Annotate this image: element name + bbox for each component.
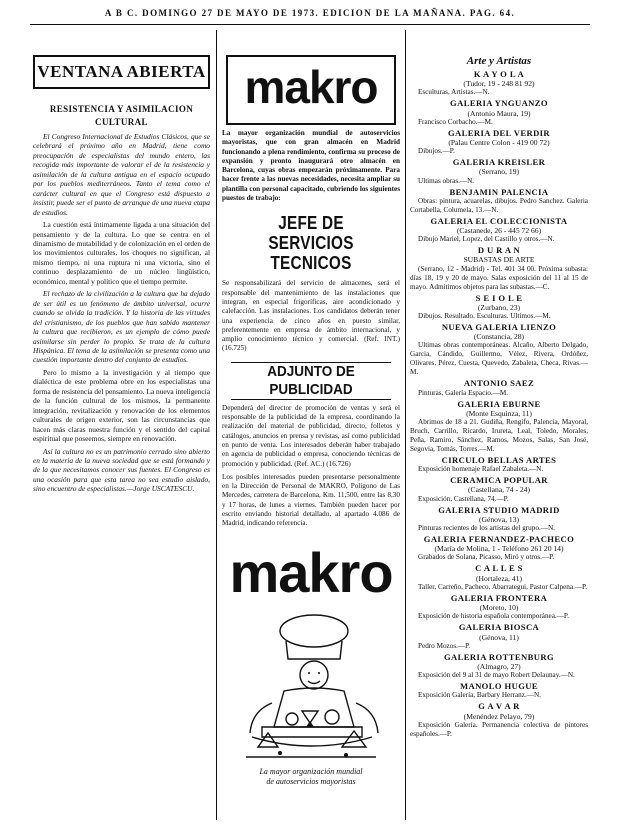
gallery-description: Exposición, Castellana, 74.—P. [418,494,509,503]
article-paragraph: Así la cultura no es un patrimonio cerrado sino abierto en la materia de la nueva sociedad que se está formando y de la que necesitamos conocer sus fuentes. El Congreso es una ocasión para que esta tarea no sea estudio aislado, sino encuentro de especialistas.—Jorge USCATESCU. [33,446,210,494]
gallery-description: Exposición homenaje Rafael Zabaleta.—N. [418,465,544,474]
gallery-description: Esculturas, Artistas.—N. [418,88,490,97]
gallery-name: GALERIA BIOSCA [458,622,540,633]
gallery-entry [410,534,588,562]
gallery-entry [410,98,588,126]
gallery-entry [410,622,588,650]
gallery-description: Grabados de Solana, Picasso, Miró y otros.—P. [418,553,555,562]
chef-illustration-icon [222,607,400,767]
job1-title: JEFE DE SERVICIOS TECNICOS [268,213,354,274]
article-title: RESISTENCIA Y ASIMILACION CULTURAL [49,104,194,127]
gallery-address: (Moreto, 10) [479,603,519,613]
gallery-name: CERAMICA POPULAR [450,475,548,486]
gallery-description: Francisco Corbacho.—M. [418,117,493,126]
gallery-name: C A L L E S [475,563,523,574]
gallery-entry [410,378,588,397]
gallery-address: (Génova, 13) [478,514,520,524]
gallery-address: (Zurbano, 23) [477,302,521,312]
left-column [33,55,210,815]
gallery-entry [410,563,588,591]
gallery-address: (Hortaleza, 41) [476,573,522,583]
gallery-entry [410,128,588,156]
gallery-entry [410,652,588,680]
header-rule [30,24,590,25]
gallery-address: (Serrano, 19) [478,167,520,177]
gallery-address: (Castanede, 26 - 445 72 66) [456,226,542,236]
gallery-description: Ultimas obras contemporáneas. Alcaño, Alberto Delgado, Garcia, Cándido, Guillermo, Vélez, Rivera, Ordóñez, Olivares, Pérez, Cuesta, Quevedo, Zabaleta, Checa, Rivas.—M. [410,341,588,377]
section-title: VENTANA ABIERTA [37,62,206,81]
right-column [410,55,588,815]
gallery-address: (Constancia, 28) [473,332,525,342]
middle-column [222,55,400,815]
gallery-description: Exposición Galería, Barbary Herranz.—N. [418,691,541,700]
gallery-entry [410,455,588,474]
gallery-description: Abrimos de 18 a 21. Gudiña, Rengifo, Palencia, Mayoral, Bruch, Carrillo, Ricardo, Irureta, Leal, Toledo, Morales, Peña, Ramiro, Sánchez, Ramos, Mozos, Salas, San José, Segovia, Tomás, Torres.—M. [410,418,588,454]
gallery-name: GALERIA FERNANDEZ-PACHECO [423,534,575,545]
gallery-entry [410,187,588,215]
column-rule-1 [216,30,217,820]
gallery-entry [410,701,588,738]
gallery-name: GALERIA DEL VERDIR [447,127,551,138]
article-paragraph: Pero lo mismo a la investigación y al tiempo que dialéctica de este problema obre en los especialistas una forma de resistencia del pensamiento. La nueva inteligencia de la función cultural de los mismos, la permanente integración, revitalización y renovación de los elementos culturales de origen exterior, son las circunstancias que hacen más claras nuestra función y el sentido del capital espiritual que poseemos, siempre en renovación. [33,367,210,444]
gallery-name: BENJAMIN PALENCIA [449,186,549,197]
gallery-name: GALERIA EBURNE [457,398,541,409]
gallery-name: CIRCULO BELLAS ARTES [441,455,557,466]
gallery-address: SUBASTAS DE ARTE [463,255,535,265]
article-paragraph: El Congreso Internacional de Estudios Clásicos, que se celebrará el próximo año en Madrid, tiene como preocupación de especialistas del mundo entero, las recogida más importante de valorar el de la resistencia y asimilación de la cultura antigua en el espacio ocupado por los pueblos mediterráneos. Tanto el tema como el carácter cultural en que el Congreso está dispuesto a insistir, puede ser el punto de arranque de una nueva etapa de estudios. [33,132,210,217]
gallery-entry [410,69,588,97]
apply-text: Los posibles interesados pueden presentarse personalmente en la Dirección de Personal de MAKRO, Polígono de Las Mercedes, carretera de Barcelona, Km. 11,500, entre las 8,30 y 17 horas, de lunes a viernes. También pueden hacer por escrito enviando historial detallado, al apartado 4.086 de Madrid, indicando referencia. [222,472,400,528]
ad-intro: La mayor organización mundial de autoservicios mayoristas, que con gran almacén en Madrid funcionando a plena rendimiento, confirma su proceso de expansión y pronto inaugurará otro almacén en Barcelona, cuyas obras empezarán próximamente. Para hacer frente a las nuevas necesidades, necesita ampliar su plantilla con personal capacitado, cubriendo los siguientes puestos de trabajo: [222,129,400,203]
gallery-entry [410,593,588,621]
chef-illustration [222,607,400,767]
gallery-description: (Serrano, 12 - Madrid) - Tel. 401 34 00. Próxima subasta: días 18, 19 y 20 de mayo. Salas exposición del 11 al 15 de mayo. Admitimos objetos para las subastas.—C. [410,264,588,291]
gallery-name: GALERIA YNGUANZO [450,98,548,109]
makro-logo-bottom: makro [229,540,393,604]
gallery-description: Ultimas obras.—N. [418,176,475,185]
article-paragraph: La cuestión está íntimamente ligada a una situación del pensamiento y de la cultura. Lo que se centra en el dinamismo de mutabilidad y de colonización en el orden de los movimientos culturales, los choques no significan, al mismo tiempo, ni una ruptura ni una victoria, sino el continuo desplazamiento de un núcleo lingüístico, económico, mental y político que el tiempo permite. [33,220,210,286]
job2-title: ADJUNTO DE PUBLICIDAD [231,362,391,400]
page-header: A B C. DOMINGO 27 DE MAYO DE 1973. EDICION DE LA MAÑANA. PAG. 64. [104,8,516,18]
gallery-name: ANTONIO SAEZ [463,378,535,389]
gallery-address: (Antonio Maura, 19) [467,108,531,118]
gallery-description: Dibujo Mariel, Lopez, del Castillo y otros.—N. [418,235,555,244]
gallery-name: S E I O L E [475,292,523,303]
gallery-description: Pinturas recientes de los artistas del grupo.—N. [418,524,555,533]
gallery-description: Obras: pintura, acuarelas, dibujos. Pedro Sanchez. Galeria Cortabella, Columela, 13.—N. [410,196,588,214]
gallery-name: NUEVA GALERIA LIENZO [441,322,557,333]
gallery-entry [410,293,588,321]
ad-footer-line2: de autoservicios mayoristas [266,776,356,786]
gallery-address: (Tudor, 19 - 248 81 92) [463,79,535,89]
gallery-entry [410,216,588,244]
gallery-entry [410,399,588,454]
gallery-address: (Monte Esquinza, 11) [466,408,532,418]
gallery-address: (Almagro, 27) [477,661,521,671]
gallery-description: Exposición de historia española contemporánea.—P. [418,612,569,621]
job1-text: Se responsabilizará del servicio de almacenes, será el responsable del mantenimiento de las instalaciones que integran, en especial frigoríficas, aire acondicionado y calefacción. Las instalaciones. Los candidatos deberán tener una experiencia de cinco años en puesto similar, preferentemente en empresa de ámbito internacional, y amplio conocimiento técnico y comercial. (Ref. INT.) (16.725) [222,279,400,353]
gallery-description: Exposición del 9 al 31 de mayo Robert Delaunay.—N. [418,671,575,680]
section-title-box [33,55,210,89]
gallery-entry [410,475,588,503]
gallery-name: GALERIA STUDIO MADRID [438,504,560,515]
arts-section-title: Arte y Artistas [466,55,532,67]
gallery-description: Exposición Galería. Permanencia colectiva de pintores españoles.—P. [410,720,588,738]
article-paragraph: El rechazo de la civilización a la cultura que ha dejado de ser útil es un fenómeno de ámbito universal, ocurre cuando se olvida la tradición. Y la historia de las virtudes del cristianismo, de los pueblos que han sabido mantener la cultura que recibieron, es un ejemplo de cómo puede asimilarse sin perder lo propio. Se trata de la cultura Hispánica. El tema de la asimilación se presenta como una cuestión importante dentro del conjunto de estudios. [33,289,210,365]
job2-text: Dependerá del director de promoción de ventas y será el responsable de la publicidad de la empresa, coordinando la realización del material de publicidad, directo, folletos y catálogos, anuncios en prensa y revistas, así como publicidad en punto de venta. Los interesados deberán haber trabajado en agencia de publicidad o empresa, conociendo técnicas de promoción y publicidad. (Ref. AC.) (16.726) [222,403,400,468]
gallery-description: Pinturas, Galería Espacio.—M. [418,388,509,397]
column-rule-2 [405,30,406,820]
gallery-name: MANOLO HUGUE [459,681,539,692]
makro-logo-top: makro [226,55,396,125]
gallery-name: K A Y O L A [473,69,525,79]
gallery-address: (Palau Centre Colon - 419 00 72) [448,138,550,148]
gallery-address: (Génova, 11) [479,632,519,642]
gallery-address: (Castellana, 74 - 24) [468,485,530,495]
gallery-name: GALERIA EL COLECCIONISTA [430,215,568,226]
gallery-address: (María de Molina, 1 - Teléfono 261 20 14) [434,544,564,554]
gallery-description: Dibujos.—P. [418,147,455,156]
gallery-name: D U R A N [477,245,521,256]
gallery-address: (Menéndez Pelayo, 79) [463,711,535,721]
gallery-name: GALERIA FRONTERA [450,592,548,603]
gallery-description: Pedro Mozos.—P. [418,641,471,650]
gallery-entry [410,505,588,533]
ad-footer-line1: La mayor organización mundial [259,766,363,776]
gallery-name: G A V A R [478,701,520,712]
gallery-description: Dibujos. Resultado. Esculturas. Ultimos.—M. [418,312,551,321]
gallery-list [410,69,588,739]
gallery-entry [410,322,588,377]
gallery-description: Taller, Carreño, Pacheco, Abarrategui, Pastor Calpena.—P. [418,582,588,591]
gallery-entry [410,157,588,185]
gallery-entry [410,681,588,700]
gallery-name: GALERIA KREISLER [452,157,546,168]
gallery-name: GALERIA ROTTENBURG [443,651,555,662]
gallery-entry [410,245,588,291]
